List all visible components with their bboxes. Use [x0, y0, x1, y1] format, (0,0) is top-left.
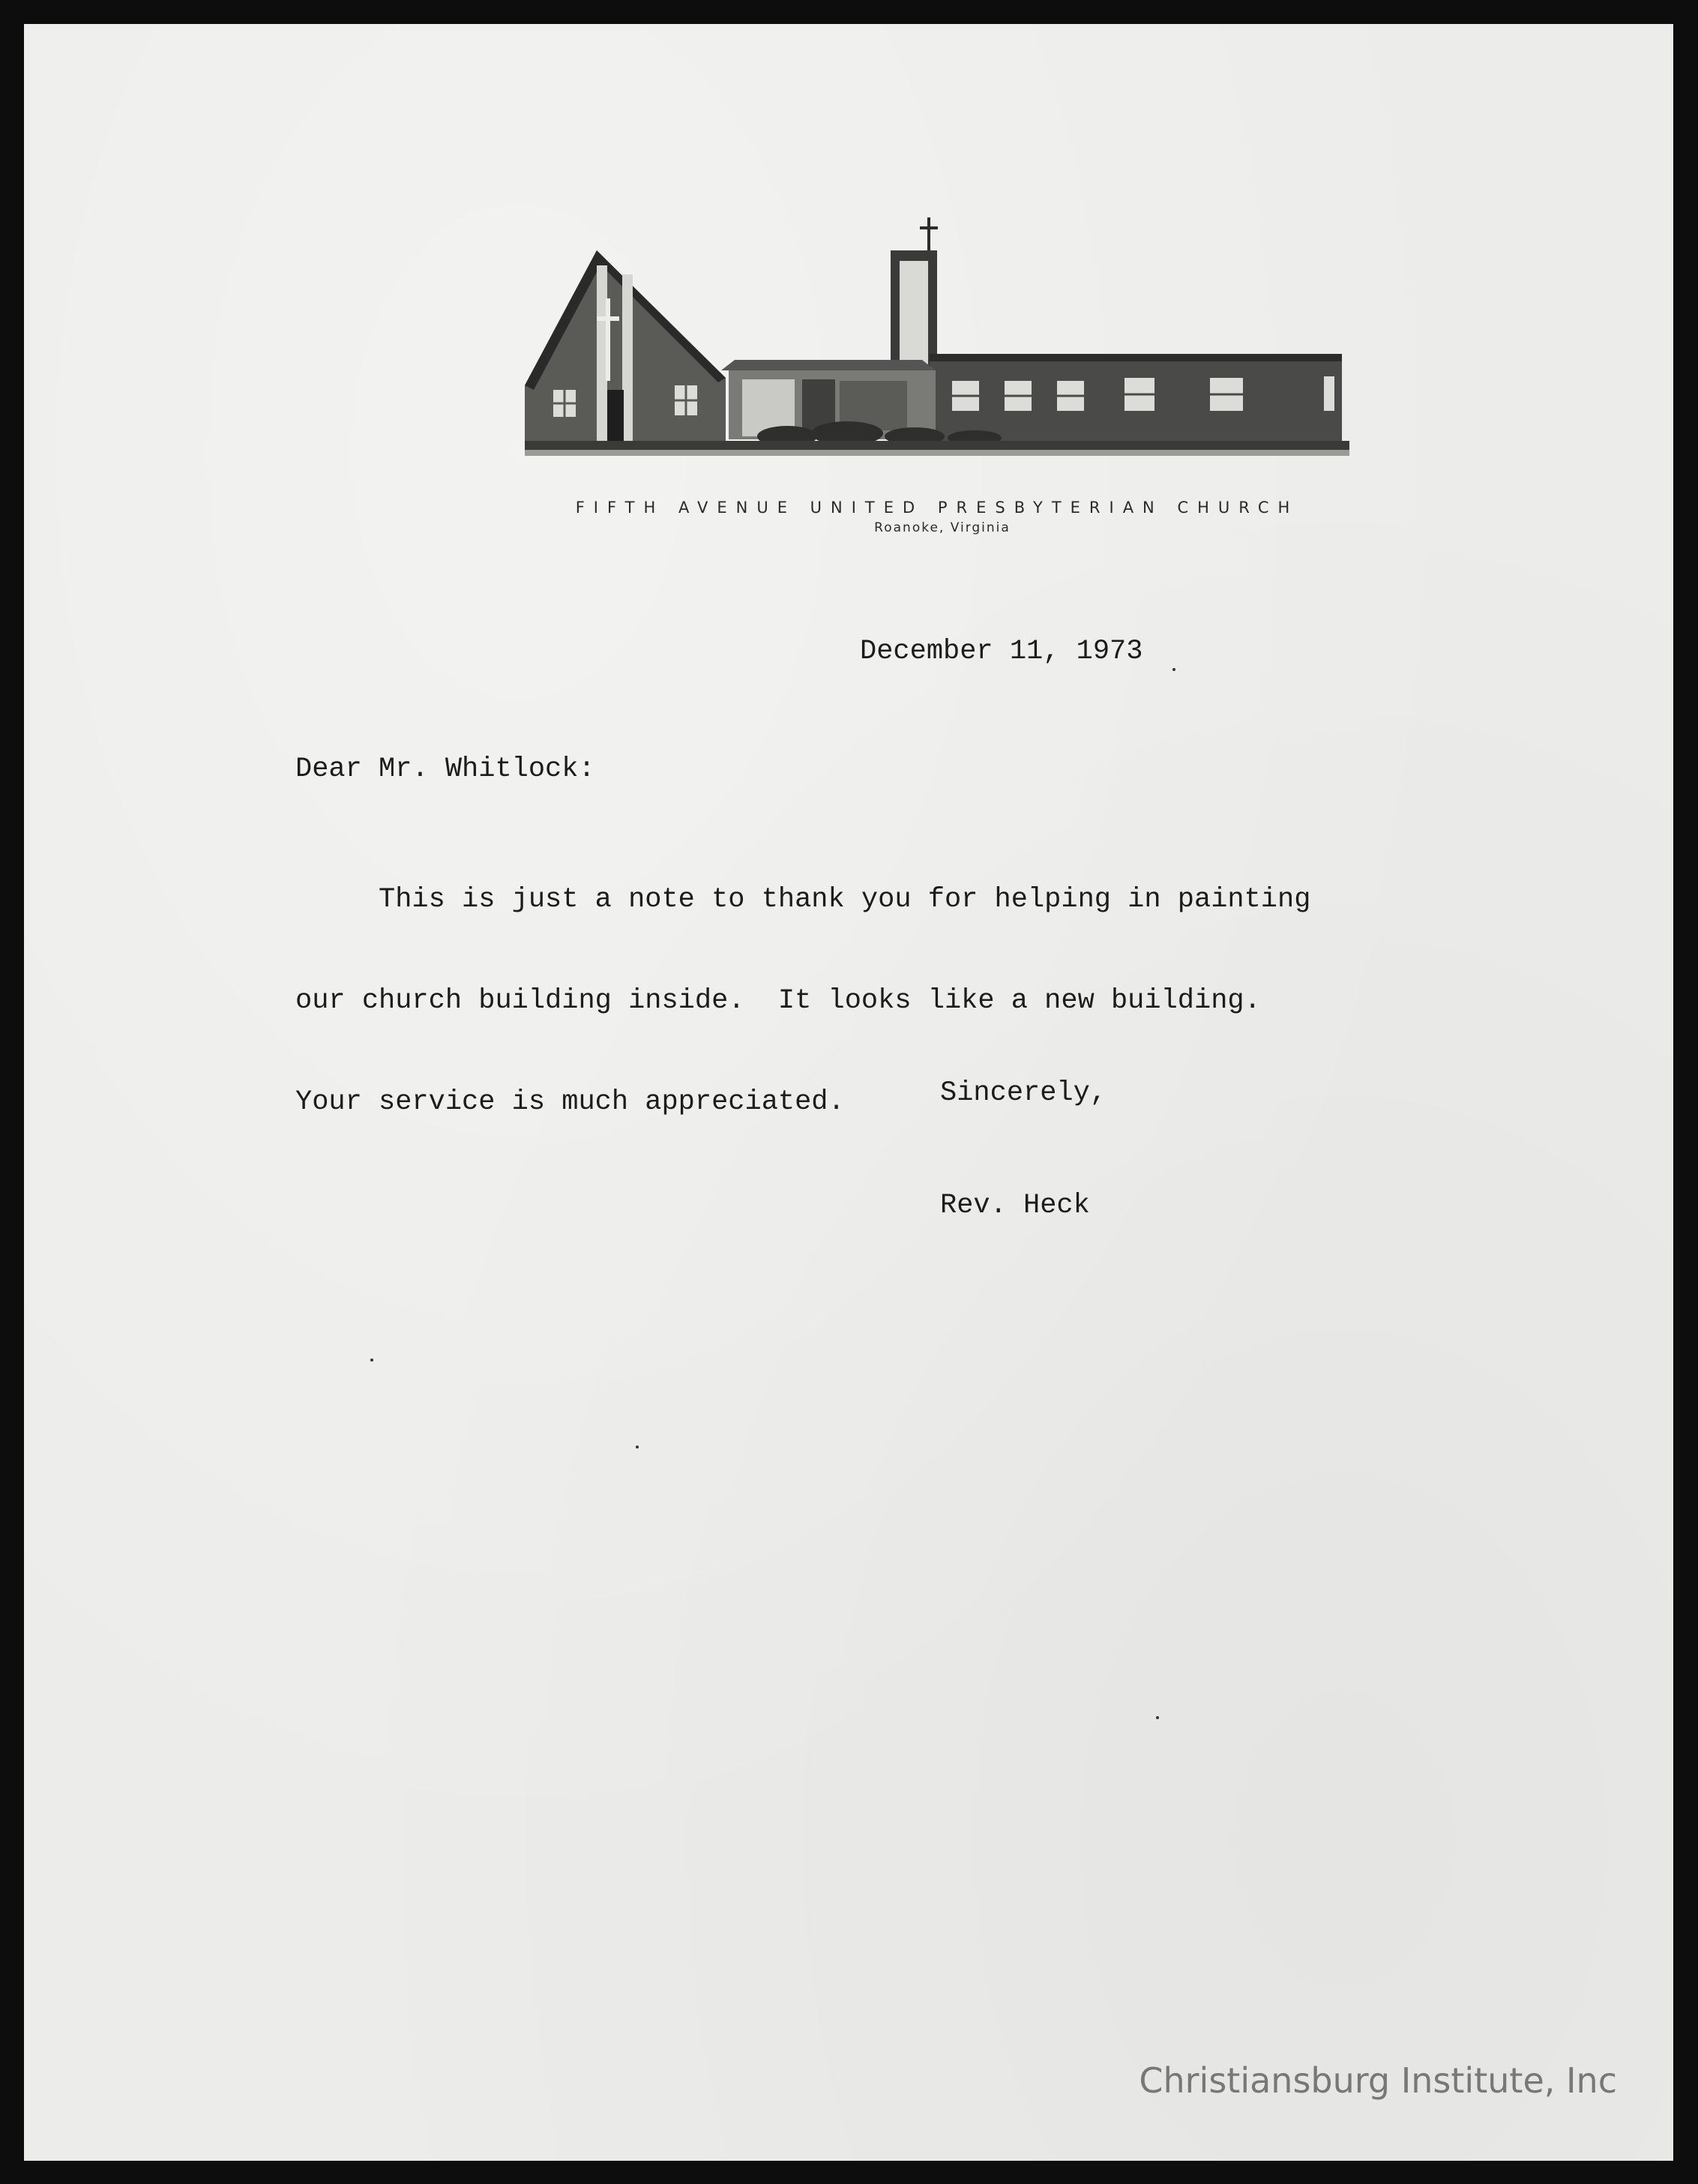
letter-body — [295, 816, 1310, 1187]
letter-body-line: our church building inside. It looks like a new building. — [295, 985, 1261, 1017]
letter-date: December 11, 1973 — [860, 636, 1143, 667]
paper-speck — [370, 1359, 373, 1362]
letter-signer: Rev. Heck — [940, 1190, 1090, 1221]
letter-body-line: Your service is much appreciated. — [295, 1086, 845, 1118]
paper-speck — [1156, 1716, 1159, 1719]
letterhead-church-name: FIFTH AVENUE UNITED PRESBYTERIAN CHURCH — [575, 499, 1299, 517]
letterhead-location: Roanoke, Virginia — [874, 520, 1011, 535]
church-building-illustration — [525, 211, 1349, 466]
watermark-text: Christiansburg Institute, Inc — [1139, 2060, 1617, 2101]
paper-speck — [636, 1446, 639, 1449]
paper-speck — [1172, 668, 1175, 671]
letter-body-line: This is just a note to thank you for helping in painting — [295, 884, 1311, 915]
letter-page — [24, 24, 1673, 2161]
letter-salutation: Dear Mr. Whitlock: — [295, 753, 595, 785]
letter-closing: Sincerely, — [940, 1077, 1107, 1109]
